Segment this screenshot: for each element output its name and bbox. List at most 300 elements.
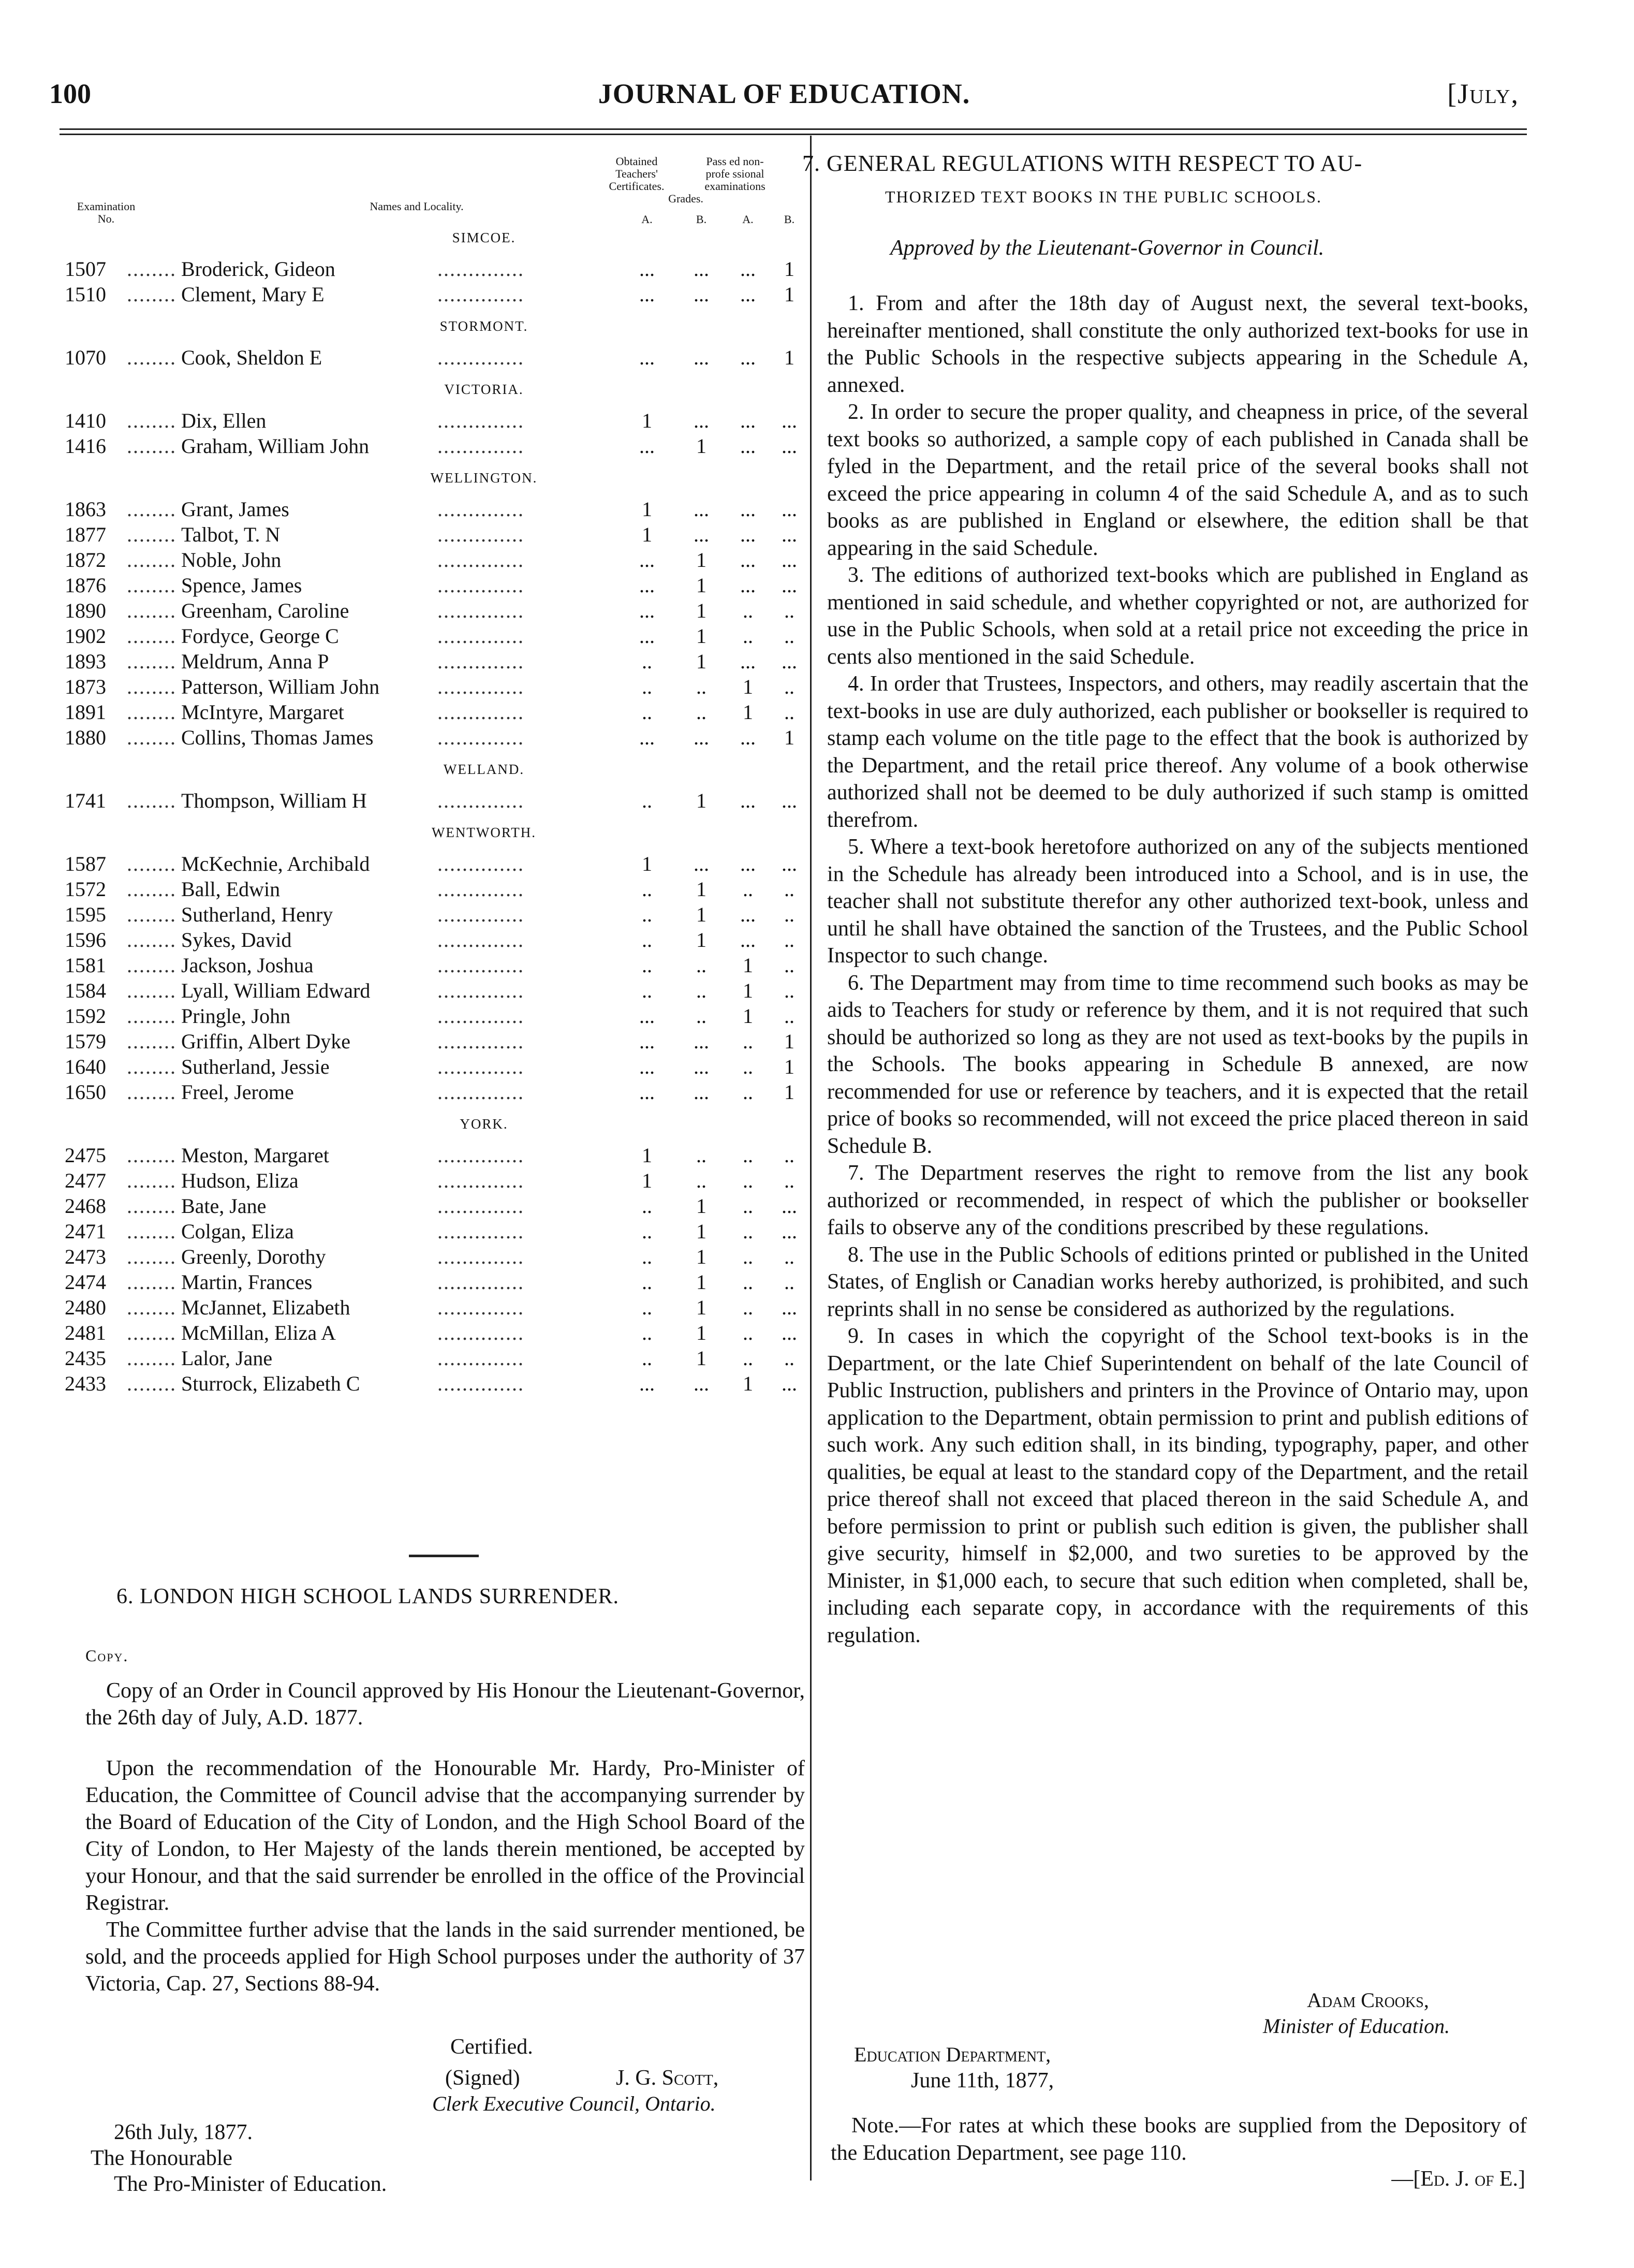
- grade-mark: ..: [784, 624, 794, 648]
- grade-mark: ...: [740, 283, 756, 306]
- grade-mark: ...: [639, 1372, 655, 1395]
- grade-mark: ...: [639, 1055, 655, 1078]
- examination-number: 1587: [65, 852, 106, 875]
- leader-dots: ........: [127, 574, 176, 597]
- section-name: STORMONT.: [439, 318, 528, 334]
- header-col-a1: A.: [641, 213, 653, 226]
- leader-dots: ........: [127, 548, 176, 572]
- examination-number: 1579: [65, 1030, 106, 1053]
- grade-mark: ...: [694, 1080, 709, 1104]
- grade-mark: 1: [642, 523, 652, 546]
- grade-mark: ...: [694, 409, 709, 432]
- grade-mark: ..: [642, 1245, 652, 1268]
- grade-mark: ..: [642, 1220, 652, 1243]
- regulation-paragraph: 5. Where a text-book heretofore authorized on any of the subjects mentioned in the Schedule has already been introduced into a School, and is in use, the teacher shall not substitute therefor any other authorized text-book, unless and until he shall have obtained the sanction of the Trustees, and the Public School Inspector to such change.: [827, 835, 1528, 968]
- examination-number: 2477: [65, 1169, 106, 1192]
- grade-mark: ..: [743, 1080, 753, 1104]
- grade-mark: ..: [743, 599, 753, 622]
- grade-mark: ..: [642, 928, 652, 952]
- grade-mark: ...: [740, 726, 756, 749]
- examination-number: 1596: [65, 928, 106, 952]
- section6-para1: Upon the recommendation of the Honourable Mr. Hardy, Pro-Minister of Education, the Committee of Council advise that the accompanying surrender by the Board of Education of the City of London, and the High School Board of the City of London, to Her Majesty of the lands therein mentioned, be accepted by your Honour, and that the said surrender be enrolled in the office of the Provincial Registrar.: [85, 1757, 805, 1915]
- leader-dots: ........: [127, 1169, 176, 1192]
- candidate-name: Thompson, William H: [181, 788, 370, 813]
- table-row: [65, 1295, 797, 1320]
- leader-dots: ........: [127, 877, 176, 901]
- leader-dots: ..............: [437, 548, 524, 572]
- examination-number: 1510: [65, 283, 106, 306]
- leader-dots: ........: [127, 346, 176, 369]
- grade-mark: 1: [784, 1055, 794, 1078]
- grade-mark: ...: [639, 548, 655, 572]
- examination-number: 1880: [65, 726, 106, 749]
- grade-mark: ...: [694, 523, 709, 546]
- table-row: [65, 927, 794, 953]
- grade-mark: ...: [694, 346, 709, 369]
- examination-number: 1070: [65, 346, 106, 369]
- grade-mark: 1: [696, 1245, 706, 1268]
- grade-mark: 1: [642, 409, 652, 432]
- grade-mark: ..: [743, 1030, 753, 1053]
- table-row: [65, 1345, 794, 1371]
- leader-dots: ..............: [437, 1220, 524, 1243]
- table-row: [65, 876, 794, 902]
- grade-mark: ..: [696, 954, 706, 977]
- examination-number: 2468: [65, 1194, 106, 1218]
- table-row: [65, 433, 797, 459]
- table-body: [65, 230, 797, 1396]
- table-row: [65, 1054, 794, 1079]
- grade-mark: 1: [696, 548, 706, 572]
- table-row: [65, 345, 794, 370]
- grade-mark: ..: [784, 877, 794, 901]
- grade-mark: ...: [639, 726, 655, 749]
- grade-mark: ..: [743, 877, 753, 901]
- grade-mark: ...: [740, 434, 756, 458]
- leader-dots: ........: [127, 1004, 176, 1028]
- grade-mark: ...: [740, 650, 756, 673]
- grade-mark: ..: [696, 675, 706, 698]
- grade-mark: 1: [696, 574, 706, 597]
- candidate-name: McKechnie, Archibald: [181, 851, 373, 876]
- section7-signer-title: Minister of Education.: [1263, 2014, 1450, 2038]
- table-row: [65, 282, 794, 307]
- grade-mark: ...: [694, 1030, 709, 1053]
- section-name: WELLINGTON.: [430, 470, 538, 486]
- grade-mark: ..: [642, 1296, 652, 1319]
- leader-dots: ..............: [437, 979, 524, 1002]
- grade-mark: ...: [694, 726, 709, 749]
- candidate-name: Noble, John: [181, 547, 284, 573]
- leader-dots: ..............: [437, 409, 524, 432]
- grade-mark: 1: [696, 877, 706, 901]
- candidate-name: Lalor, Jane: [181, 1345, 275, 1371]
- grade-mark: 1: [696, 789, 706, 812]
- examination-number: 1650: [65, 1080, 106, 1104]
- note-block: [831, 2112, 1527, 2167]
- table-row: [65, 674, 794, 699]
- grade-mark: 1: [696, 599, 706, 622]
- grade-mark: ..: [642, 979, 652, 1002]
- grade-mark: ..: [784, 1169, 794, 1192]
- table-row: [65, 1244, 794, 1269]
- grade-mark: ..: [642, 675, 652, 698]
- grade-mark: ..: [642, 700, 652, 724]
- leader-dots: ..............: [437, 599, 524, 622]
- grade-mark: ..: [696, 1004, 706, 1028]
- grade-mark: 1: [696, 1296, 706, 1319]
- leader-dots: ........: [127, 624, 176, 648]
- grade-mark: ...: [782, 1194, 797, 1218]
- leader-dots: ..............: [437, 789, 524, 812]
- section-name: YORK.: [460, 1116, 508, 1132]
- leader-dots: ........: [127, 434, 176, 458]
- leader-dots: ........: [127, 700, 176, 724]
- section6-intro: [85, 1677, 805, 1731]
- leader-dots: ........: [127, 1372, 176, 1395]
- grade-mark: ...: [639, 574, 655, 597]
- grade-mark: ...: [782, 1296, 797, 1319]
- leader-dots: ..............: [437, 726, 524, 749]
- examination-number: 1592: [65, 1004, 106, 1028]
- examination-number: 1876: [65, 574, 106, 597]
- grade-mark: 1: [642, 1169, 652, 1192]
- leader-dots: ..............: [437, 257, 524, 281]
- table-row: [65, 573, 797, 598]
- examination-number: 1584: [65, 979, 106, 1002]
- addressee-line1: The Honourable: [91, 2146, 233, 2170]
- grade-mark: ..: [784, 1245, 794, 1268]
- leader-dots: ..............: [437, 877, 524, 901]
- table-row: [65, 547, 797, 573]
- leader-dots: ........: [127, 789, 176, 812]
- candidate-name: Graham, William John: [181, 433, 372, 459]
- grade-mark: ..: [642, 1270, 652, 1294]
- leader-dots: ........: [127, 523, 176, 546]
- grade-mark: 1: [696, 434, 706, 458]
- section7-heading: 7. GENERAL REGULATIONS WITH RESPECT TO AU-: [802, 151, 1363, 176]
- header-rule-top: [60, 128, 1527, 130]
- leader-dots: ........: [127, 1270, 176, 1294]
- grade-mark: ...: [740, 409, 756, 432]
- grade-mark: ..: [642, 1347, 652, 1370]
- leader-dots: ..............: [437, 928, 524, 952]
- table-row: [65, 1193, 797, 1219]
- examination-number: 1902: [65, 624, 106, 648]
- grade-mark: 1: [743, 954, 753, 977]
- section-name: VICTORIA.: [444, 382, 524, 397]
- grade-mark: ..: [642, 877, 652, 901]
- grade-mark: ..: [696, 979, 706, 1002]
- leader-dots: ..............: [437, 1321, 524, 1344]
- leader-dots: ........: [127, 675, 176, 698]
- grade-mark: ...: [782, 498, 797, 521]
- grade-mark: ...: [740, 346, 756, 369]
- grade-mark: ..: [784, 928, 794, 952]
- grade-mark: ..: [696, 1144, 706, 1167]
- candidate-name: Pringle, John: [181, 1003, 293, 1029]
- grade-mark: ..: [743, 1347, 753, 1370]
- examination-number: 1572: [65, 877, 106, 901]
- table-row: [65, 408, 797, 433]
- grade-mark: 1: [784, 283, 794, 306]
- leader-dots: ..............: [437, 1245, 524, 1268]
- candidate-name: Martin, Frances: [181, 1269, 315, 1295]
- section6-intro-text: Copy of an Order in Council approved by His Honour the Lieutenant-Governor, the 26th day of July, A.D. 1877.: [85, 1679, 805, 1730]
- grade-mark: ...: [740, 789, 756, 812]
- section6-signer: J. G. Scott,: [616, 2066, 719, 2090]
- examination-number: 2435: [65, 1347, 106, 1370]
- grade-mark: ..: [784, 675, 794, 698]
- candidate-name: Talbot, T. N: [181, 522, 283, 547]
- column-divider: [810, 136, 812, 2181]
- candidate-name: Lyall, William Edward: [181, 978, 373, 1003]
- leader-dots: ..............: [437, 903, 524, 926]
- leader-dots: ..............: [437, 523, 524, 546]
- note-text: Note.—For rates at which these books are supplied from the Depository of the Education Department, see page 110.: [831, 2114, 1527, 2165]
- candidate-name: Dix, Ellen: [181, 408, 269, 433]
- grade-mark: 1: [642, 852, 652, 875]
- table-header: [65, 136, 795, 239]
- table-row: [65, 522, 797, 547]
- leader-dots: ..............: [437, 1270, 524, 1294]
- table-row: [65, 1143, 794, 1168]
- regulation-paragraph: 7. The Department reserves the right to remove from the list any book authorized or recommended, in respect of which the publisher or bookseller fails to observe any of the conditions prescribed by these regulations.: [827, 1161, 1528, 1239]
- grade-mark: 1: [642, 498, 652, 521]
- leader-dots: ........: [127, 852, 176, 875]
- leader-dots: ..............: [437, 1004, 524, 1028]
- table-row: [65, 1029, 794, 1054]
- leader-dots: ..............: [437, 283, 524, 306]
- grade-mark: ..: [784, 1270, 794, 1294]
- grade-mark: 1: [784, 726, 794, 749]
- grade-mark: 1: [784, 346, 794, 369]
- grade-mark: ..: [784, 903, 794, 926]
- examination-number: 1581: [65, 954, 106, 977]
- table-row: [65, 1079, 794, 1105]
- examination-number: 1595: [65, 903, 106, 926]
- leader-dots: ........: [127, 1144, 176, 1167]
- examination-number: 1890: [65, 599, 106, 622]
- page-number: 100: [49, 78, 91, 109]
- header-grades: Grades.: [668, 192, 703, 205]
- grade-mark: ...: [639, 283, 655, 306]
- candidate-name: Collins, Thomas James: [181, 725, 376, 750]
- examination-number: 2475: [65, 1144, 106, 1167]
- table-row: [65, 1003, 794, 1029]
- grade-mark: 1: [696, 624, 706, 648]
- candidate-name: Broderick, Gideon: [181, 256, 338, 282]
- table-row: [65, 725, 794, 750]
- grade-mark: ...: [782, 523, 797, 546]
- leader-dots: ..............: [437, 1080, 524, 1104]
- leader-dots: ..............: [437, 346, 524, 369]
- grade-mark: 1: [743, 1004, 753, 1028]
- dept-label: Education Department,: [854, 2043, 1051, 2066]
- addressee-line2: The Pro-Minister of Education.: [114, 2172, 387, 2196]
- grade-mark: ...: [694, 1372, 709, 1395]
- candidate-name: Jackson, Joshua: [181, 953, 317, 978]
- grade-mark: ..: [784, 1347, 794, 1370]
- examination-number: 2481: [65, 1321, 106, 1344]
- candidate-name: Freel, Jerome: [181, 1079, 297, 1105]
- grade-mark: 1: [696, 650, 706, 673]
- grade-mark: 1: [743, 1372, 753, 1395]
- examination-number: 1877: [65, 523, 106, 546]
- candidate-name: Sykes, David: [181, 927, 295, 953]
- grade-mark: ...: [782, 650, 797, 673]
- candidate-name: McMillan, Eliza A: [181, 1320, 339, 1345]
- grade-mark: 1: [642, 1144, 652, 1167]
- candidate-name: Spence, James: [181, 573, 305, 598]
- grade-mark: 1: [743, 700, 753, 724]
- grade-mark: 1: [696, 928, 706, 952]
- header-obtained: Obtained Teachers' Certificates.: [609, 155, 665, 193]
- copy-label: Copy.: [85, 1646, 129, 1665]
- leader-dots: ........: [127, 599, 176, 622]
- grade-mark: ..: [784, 599, 794, 622]
- grade-mark: ..: [784, 1144, 794, 1167]
- section6-body: [85, 1755, 805, 1997]
- grade-mark: ..: [743, 1194, 753, 1218]
- grade-mark: ...: [740, 928, 756, 952]
- candidate-name: McJannet, Elizabeth: [181, 1295, 354, 1320]
- grade-mark: ..: [696, 700, 706, 724]
- table-row: [65, 598, 794, 623]
- header-rule-bottom: [60, 134, 1527, 135]
- header-col-b2: B.: [784, 213, 795, 226]
- examination-number: 1640: [65, 1055, 106, 1078]
- leader-dots: ........: [127, 1321, 176, 1344]
- leader-dots: ........: [127, 954, 176, 977]
- table-row: [65, 902, 794, 927]
- grade-mark: ...: [740, 548, 756, 572]
- examination-number: 2473: [65, 1245, 106, 1268]
- grade-mark: ..: [642, 650, 652, 673]
- grade-mark: 1: [743, 979, 753, 1002]
- grade-mark: ..: [743, 1169, 753, 1192]
- examination-number: 1410: [65, 409, 106, 432]
- grade-mark: ...: [782, 434, 797, 458]
- regulation-paragraph: 8. The use in the Public Schools of editions printed or published in the United States, of English or Canadian works hereby authorized, is prohibited, and such reprints shall in no sense be considered as authorized by the regulations.: [827, 1242, 1528, 1321]
- journal-title: JOURNAL OF EDUCATION.: [598, 78, 970, 109]
- regulation-paragraph: 6. The Department may from time to time recommend such books as may be aids to Teachers for study or reference by them, and it is not required that such should be authorized so long as they are not used as text-books by the pupils in the Schools. The books appearing in Schedule B annexed, are now recommended for use or reference by teachers, and it is expected that the retail price of books so recommended, will not exceed the price placed thereon in said Schedule B.: [827, 971, 1528, 1158]
- grade-mark: ...: [639, 1030, 655, 1053]
- leader-dots: ..............: [437, 1347, 524, 1370]
- grade-mark: ...: [639, 434, 655, 458]
- grade-mark: ..: [743, 1144, 753, 1167]
- section-name: SIMCOE.: [452, 230, 516, 245]
- examination-number: 2433: [65, 1372, 106, 1395]
- grade-mark: ...: [782, 409, 797, 432]
- section6-para2: The Committee further advise that the lands in the said surrender mentioned, be sold, and the proceeds applied for High School purposes under the authority of 37 Victoria, Cap. 27, Sections 88-94.: [85, 1918, 805, 1996]
- table-row: [65, 649, 797, 674]
- candidate-name: Patterson, William John: [181, 674, 382, 699]
- leader-dots: ..............: [437, 498, 524, 521]
- leader-dots: ..............: [437, 675, 524, 698]
- leader-dots: ..............: [437, 1169, 524, 1192]
- grade-mark: ..: [743, 1220, 753, 1243]
- leader-dots: ........: [127, 257, 176, 281]
- grade-mark: ..: [784, 954, 794, 977]
- candidate-name: Hudson, Eliza: [181, 1168, 302, 1193]
- grade-mark: ...: [740, 903, 756, 926]
- table-row: [65, 1168, 794, 1193]
- grade-mark: ..: [743, 1055, 753, 1078]
- grade-mark: ..: [642, 789, 652, 812]
- page-header: [49, 78, 1519, 124]
- grade-mark: 1: [696, 1321, 706, 1344]
- grade-mark: ..: [784, 1004, 794, 1028]
- grade-mark: ...: [740, 498, 756, 521]
- grade-mark: ...: [740, 523, 756, 546]
- candidate-name: Clement, Mary E: [181, 282, 328, 307]
- grade-mark: 1: [784, 257, 794, 281]
- leader-dots: ........: [127, 650, 176, 673]
- regulations-body: [827, 290, 1528, 1649]
- table-row: [65, 851, 797, 876]
- candidate-name: Sutherland, Jessie: [181, 1054, 333, 1079]
- examination-number: 1863: [65, 498, 106, 521]
- section-name: WELLAND.: [443, 762, 525, 777]
- leader-dots: ..............: [437, 954, 524, 977]
- table-row: [65, 953, 794, 978]
- examination-number: 1893: [65, 650, 106, 673]
- grade-mark: ...: [782, 1220, 797, 1243]
- section-name: WENTWORTH.: [431, 825, 537, 840]
- examination-number: 1416: [65, 434, 106, 458]
- leader-dots: ........: [127, 1220, 176, 1243]
- examination-number: 2480: [65, 1296, 106, 1319]
- grade-mark: ..: [743, 1245, 753, 1268]
- candidate-name: Ball, Edwin: [181, 876, 283, 902]
- candidate-name: Colgan, Eliza: [181, 1219, 297, 1244]
- dept-date: June 11th, 1877,: [911, 2069, 1054, 2093]
- grade-mark: ...: [639, 624, 655, 648]
- grade-mark: 1: [696, 903, 706, 926]
- grade-mark: ...: [694, 283, 709, 306]
- section6-heading: 6. LONDON HIGH SCHOOL LANDS SURRENDER.: [116, 1585, 619, 1608]
- table-row: [65, 699, 794, 725]
- candidate-name: Grant, James: [181, 496, 292, 522]
- header-passed: Pass ed non- profe ssional examinations: [704, 155, 766, 193]
- table-row: [65, 256, 794, 282]
- leader-dots: ..............: [437, 574, 524, 597]
- header-examination-no: Examination No.: [77, 200, 136, 225]
- leader-dots: ........: [127, 1296, 176, 1319]
- table-row: [65, 623, 794, 649]
- regulation-paragraph: 3. The editions of authorized text-books which are published in England as mentioned in said schedule, and whether copyrighted or not, are authorized for use in the Public Schools, when sold at a retail price not exceeding the price in cents also mentioned in the said Schedule.: [827, 563, 1528, 669]
- header-names: Names and Locality.: [370, 200, 464, 213]
- leader-dots: ..............: [437, 700, 524, 724]
- candidate-name: Fordyce, George C: [181, 623, 342, 649]
- grade-mark: 1: [696, 1220, 706, 1243]
- grade-mark: ...: [694, 498, 709, 521]
- leader-dots: ........: [127, 1194, 176, 1218]
- examination-table: [65, 136, 797, 1396]
- leader-dots: ..............: [437, 1144, 524, 1167]
- grade-mark: ..: [743, 1270, 753, 1294]
- grade-mark: ...: [694, 1055, 709, 1078]
- grade-mark: ...: [639, 1080, 655, 1104]
- regulation-paragraph: 1. From and after the 18th day of August next, the several text-books, hereinafter mentioned, shall constitute the only authorized text-books for use in the Public Schools in the respective subjects appearing in the Schedule A, annexed.: [827, 291, 1528, 397]
- leader-dots: ..............: [437, 1372, 524, 1395]
- leader-dots: ........: [127, 1080, 176, 1104]
- grade-mark: 1: [696, 1270, 706, 1294]
- table-row: [65, 1269, 794, 1295]
- grade-mark: ...: [694, 852, 709, 875]
- candidate-name: Sutherland, Henry: [181, 902, 336, 927]
